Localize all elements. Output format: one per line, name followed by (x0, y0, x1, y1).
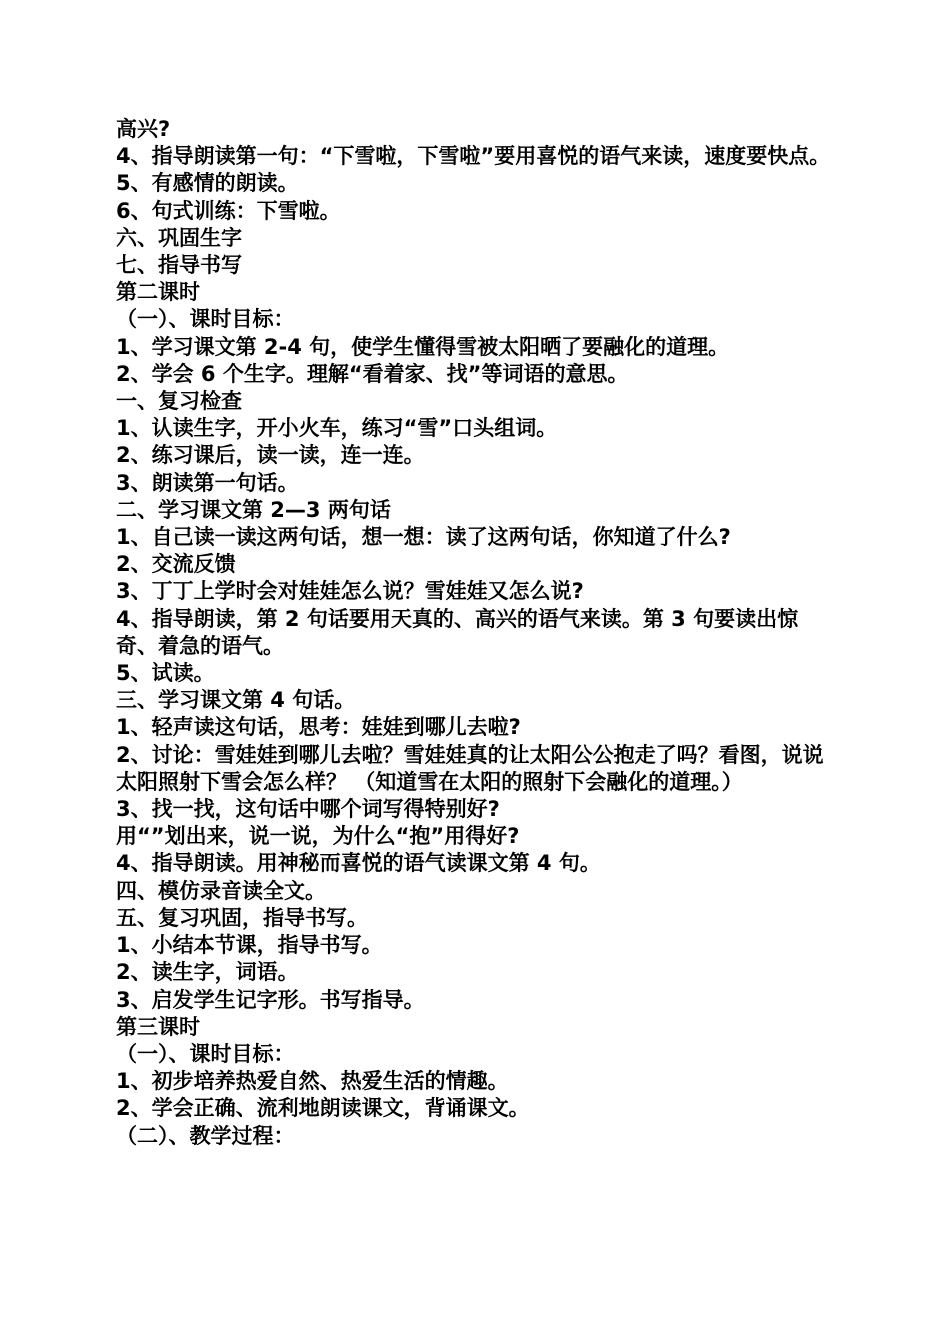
text-line: 2、练习课后，读一读，连一连。 (116, 443, 425, 468)
text-line: 用“”划出来，说一说，为什么“抱”用得好? (116, 824, 520, 849)
text-line: 4、指导朗读，第 2 句话要用天真的、高兴的语气来读。第 3 句要读出惊奇、着急的语气。 (116, 606, 799, 658)
section-heading: 五、复习巩固，指导书写。 (116, 905, 368, 930)
text-line: 1、自己读一读这两句话，想一想：读了这两句话，你知道了什么? (116, 525, 731, 550)
text-line: 5、有感情的朗读。 (116, 171, 299, 196)
text-line: 3、启发学生记字形。书写指导。 (116, 987, 425, 1012)
section-heading: 七、指导书写 (116, 253, 242, 278)
text-line: 1、学习课文第 2-4 句，使学生懂得雪被太阳晒了要融化的道理。 (116, 334, 730, 359)
text-line: 5、试读。 (116, 661, 215, 686)
text-line: 2、学会正确、流利地朗读课文，背诵课文。 (116, 1096, 530, 1121)
section-heading: 四、模仿录音读全文。 (116, 878, 326, 903)
text-line: 4、指导朗读第一句：“下雪啦，下雪啦”要用喜悦的语气来读，速度要快点。 (116, 144, 831, 169)
subsection-heading: （二）、教学过程： (116, 1123, 295, 1148)
section-heading: 三、学习课文第 4 句话。 (116, 688, 356, 713)
text-line: 3、朗读第一句话。 (116, 470, 299, 495)
text-line: 4、指导朗读。用神秘而喜悦的语气读课文第 4 句。 (116, 851, 601, 876)
text-line: 6、句式训练：下雪啦。 (116, 198, 341, 223)
text-line: 3、找一找，这句话中哪个词写得特别好? (116, 797, 500, 822)
text-line: 2、交流反馈 (116, 552, 236, 577)
text-line: 1、初步培养热爱自然、热爱生活的情趣。 (116, 1069, 509, 1094)
text-line: 2、讨论：雪娃娃到哪儿去啦？雪娃娃真的让太阳公公抱走了吗？看图，说说太阳照射下雪会怎么样？ （知道雪在太阳的照射下会融化的道理。） (116, 742, 824, 794)
section-heading: 二、学习课文第 2—3 两句话 (116, 497, 391, 522)
text-line: 高兴? (116, 117, 171, 141)
text-line: 1、轻声读这句话，思考：娃娃到哪儿去啦? (116, 715, 521, 740)
section-heading: 六、巩固生字 (116, 225, 242, 250)
text-line: 1、小结本节课，指导书写。 (116, 933, 383, 958)
section-heading: 一、复习检查 (116, 389, 242, 414)
text-line: 3、丁丁上学时会对娃娃怎么说？雪娃娃又怎么说? (116, 579, 584, 604)
lesson-heading: 第三课时 (116, 1014, 200, 1039)
text-line: 2、读生字，词语。 (116, 960, 299, 985)
subsection-heading: （一）、课时目标： (116, 307, 295, 332)
text-line: 2、学会 6 个生字。理解“看着家、找”等词语的意思。 (116, 361, 629, 386)
document-body (116, 116, 836, 1150)
subsection-heading: （一）、课时目标： (116, 1041, 295, 1066)
text-line: 1、认读生字，开小火车，练习“雪”口头组词。 (116, 416, 558, 441)
lesson-heading: 第二课时 (116, 280, 200, 305)
